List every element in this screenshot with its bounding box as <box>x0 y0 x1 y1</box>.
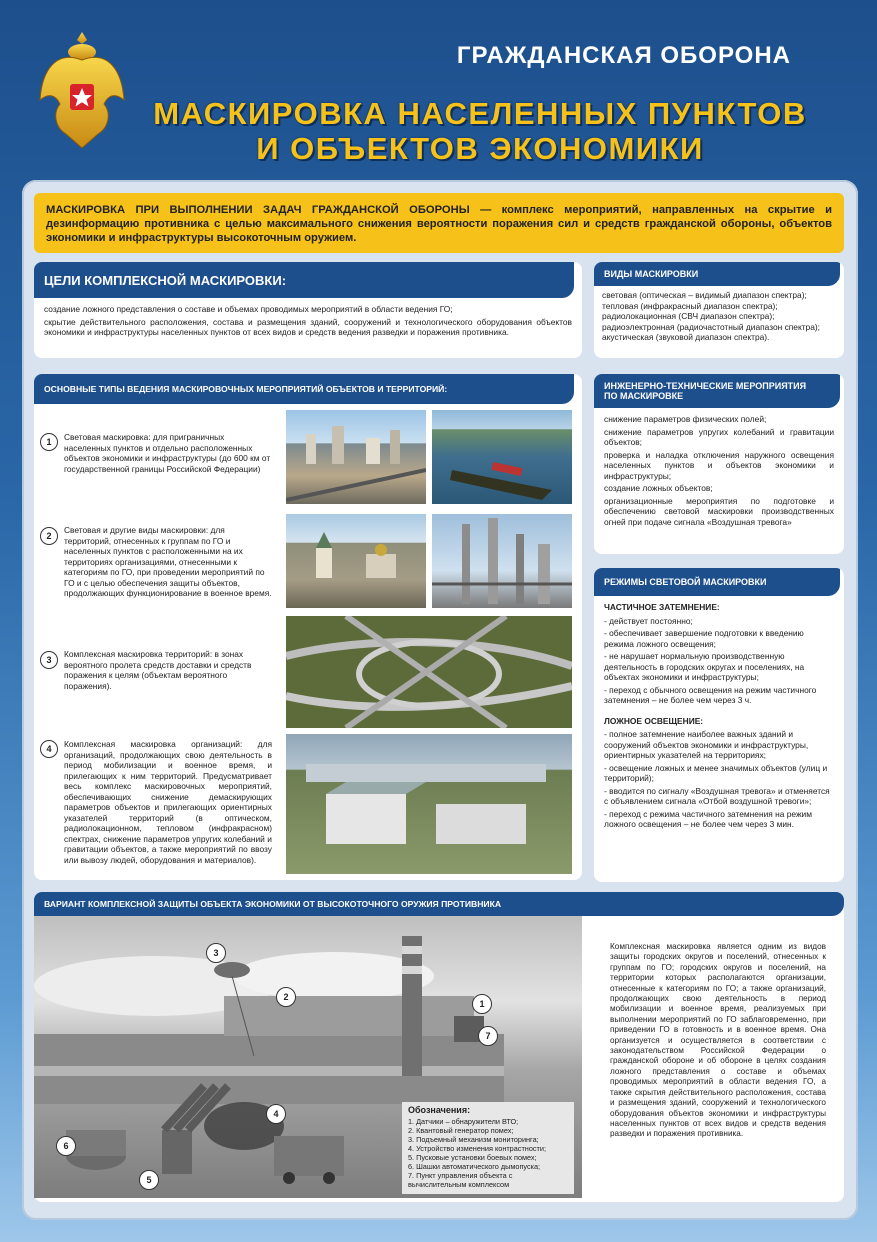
modes-box <box>594 568 844 882</box>
engineering-box <box>594 374 844 554</box>
mode-item: - переход с обычного освещения на режим частичного затемнения – не более чем через 3 ч. <box>604 684 817 705</box>
type-item: тепловая (инфракрасный диапазон спектра); <box>602 300 778 311</box>
marker-6: 6 <box>56 1136 76 1156</box>
port-photo <box>431 409 573 505</box>
engineering-item: снижение параметров физических полей; <box>604 414 767 424</box>
marker-2: 2 <box>276 987 296 1007</box>
mode-item: - действует постоянно; <box>604 615 693 626</box>
basic-item-text: Комплексная маскировка организаций: для организаций, продолжающих свою деятельность в период мобилизации и военное время, и прилегающих к ним территорий. Предусматривает весь комплекс маскировочных мероприятий, обеспечивающих снижение демаскирующих параметров объектов и прилегающих ориентирных указателей территорий (в оптическом, радиолокационном, тепловом (инфракрасном) спектрах, снижение параметров упругих колебаний и гравитации объектов, а также мероприятий по ввозу или вывозу людей, оборудования и материалов). <box>64 739 272 865</box>
goals-title: ЦЕЛИ КОМПЛЕКСНОЙ МАСКИРОВКИ: <box>34 262 574 298</box>
engineering-item: снижение параметров упругих колебаний и гравитации объектов; <box>604 426 834 447</box>
item-number: 1 <box>40 433 58 451</box>
marker-7: 7 <box>478 1026 498 1046</box>
mode-item: - вводится по сигналу «Воздушная тревога» и отменяется с объявлением сигнала «Отбой воздушной тревоги»; <box>604 785 830 806</box>
engineering-item: организационные мероприятия по подготовке и обеспечению световой маскировки производственных огней при подаче сигнала «Воздушная тревога» <box>604 495 834 527</box>
org-title: ГРАЖДАНСКАЯ ОБОРОНА <box>456 42 791 69</box>
legend-item: 2. Квантовый генератор помех; <box>408 1126 514 1135</box>
marker-1: 1 <box>472 994 492 1014</box>
mode-item: - освещение ложных и менее значимых объектов (улиц и территорий); <box>604 762 828 783</box>
engineering-item: создание ложных объектов; <box>604 483 713 493</box>
false-title: ЛОЖНОЕ ОСВЕЩЕНИЕ: <box>604 715 704 726</box>
emblem-logo <box>36 30 128 158</box>
types-box <box>594 262 844 358</box>
type-item: радиолокационная (СВЧ диапазон спектра); <box>602 311 775 321</box>
goal-item: создание ложного представления о составе и объемах проводимых мероприятий в области ведения ГО; <box>44 304 453 314</box>
mode-item: - не нарушает нормальную производственную деятельность в городских округах и поселениях, на объектах экономики и инфраструктуры; <box>604 651 805 682</box>
basic-item-text: Световая маскировка: для приграничных населенных пунктов и отдельно расположенных объектов экономики и инфраструктуры (до 600 км от государственной границы Российской Федерации) <box>64 432 271 474</box>
variant-description: Комплексная маскировка является одним из видов защиты городских округов и поселений, отнесенных к группам по ГО; городских округов и поселений, на территории которых располагаются организации, отнесенные к категориям по ГО; а также организаций, продолжающих свою деятельность в период мобилизации и военное время, реализуемых при выполнении мероприятий по ГО заблаговременно, при приведении ГО в готовность и в военное время. Она организуется и осуществляется в соответствии с законодательством Российской Федерации о гражданской обороне и об обороне в целях создания ложного представления о составе и объемах проводимых мероприятий в области ведения ГО, а также скрытия действительного расположения, состава и размещения зданий, сооружений и технологического оборудования объектов экономики и инфраструктуры населенных пунктов от всех видов и средств ведения разведки и поражения противника. <box>610 942 826 1139</box>
legend-item: 1. Датчики – обнаружители ВТО; <box>408 1117 519 1126</box>
basic-item-text: Комплексная маскировка территорий: в зонах вероятного пролета средств доставки и средств поражения к целям (объектам вероятного поражения). <box>64 649 252 691</box>
interchange-photo <box>285 615 573 729</box>
modes-title: РЕЖИМЫ СВЕТОВОЙ МАСКИРОВКИ <box>594 568 840 596</box>
definition-banner: МАСКИРОВКА ПРИ ВЫПОЛНЕНИИ ЗАДАЧ ГРАЖДАНСКОЙ ОБОРОНЫ — комплекс мероприятий, направленных на скрытие и дезинформацию противника с целью максимального снижения вероятности поражения сил и средств гражданской обороны, объектов экономики и инфраструктуры высокоточным оружием. <box>34 193 844 253</box>
legend-box <box>402 1102 574 1194</box>
item-number: 2 <box>40 527 58 545</box>
type-item: акустическая (звуковой диапазон спектра). <box>602 332 770 342</box>
legend-item: 7. Пункт управления объекта с вычислительным комплексом <box>408 1171 513 1189</box>
mode-item: - обеспечивает завершение подготовки к введению режима ложного освещения; <box>604 628 804 649</box>
basic-item-text: Световая и другие виды маскировки: для территорий, отнесенных к группам по ГО и населенных пунктов с расположенными на их территориях организациями, отнесенными к категориям по ГО, при проведении мероприятий по ГО и с целью обеспечения защиты объектов, продолжающих функционирование в военное время. <box>64 525 272 598</box>
variant-title: ВАРИАНТ КОМПЛЕКСНОЙ ЗАЩИТЫ ОБЪЕКТА ЭКОНОМИКИ ОТ ВЫСОКОТОЧНОГО ОРУЖИЯ ПРОТИВНИКА <box>34 892 844 916</box>
refinery-photo <box>431 513 573 609</box>
item-number: 3 <box>40 651 58 669</box>
city-photo <box>285 409 427 505</box>
factory-photo <box>285 733 573 875</box>
goal-item: скрытие действительного расположения, состава и размещения зданий, сооружений и технологического оборудования объектов экономики и инфраструктуры населенных пунктов от всех видов и средств ведения разведки и поражения противника. <box>44 316 572 337</box>
type-item: световая (оптическая – видимый диапазон спектра); <box>602 290 807 300</box>
engineering-title: ИНЖЕНЕРНО-ТЕХНИЧЕСКИЕ МЕРОПРИЯТИЯ ПО МАСКИРОВКЕ <box>594 374 840 408</box>
marker-5: 5 <box>139 1170 159 1190</box>
mode-item: - полное затемнение наиболее важных зданий и сооружений объектов экономики и инфраструктуры, ориентирных указателей на территориях; <box>604 729 809 760</box>
page-title: МАСКИРОВКА НАСЕЛЕННЫХ ПУНКТОВ И ОБЪЕКТОВ ЭКОНОМИКИ <box>153 96 807 166</box>
legend-item: 3. Подъемный механизм мониторинга; <box>408 1135 539 1144</box>
types-title: ВИДЫ МАСКИРОВКИ <box>594 262 840 286</box>
marker-3: 3 <box>206 943 226 963</box>
partial-title: ЧАСТИЧНОЕ ЗАТЕМНЕНИЕ: <box>604 602 720 612</box>
legend-item: 4. Устройство изменения контрастности; <box>408 1144 546 1153</box>
item-number: 4 <box>40 740 58 758</box>
marker-4: 4 <box>266 1104 286 1124</box>
kremlin-photo <box>285 513 427 609</box>
mode-item: - переход с режима частичного затемнения на режим ложного освещения – не более чем через 3 мин. <box>604 808 812 829</box>
legend-title: Обозначения: <box>408 1105 471 1115</box>
type-item: радиоэлектронная (радиочастотный диапазон спектра); <box>602 321 820 332</box>
legend-item: 5. Пусковые установки боевых помех; <box>408 1153 537 1162</box>
basic-types-title: ОСНОВНЫЕ ТИПЫ ВЕДЕНИЯ МАСКИРОВОЧНЫХ МЕРОПРИЯТИЙ ОБЪЕКТОВ И ТЕРРИТОРИЙ: <box>34 374 574 404</box>
goals-box <box>34 262 582 358</box>
legend-item: 6. Шашки автоматического дымопуска; <box>408 1162 541 1171</box>
engineering-item: проверка и наладка отключения наружного освещения населенных пунктов и объектов экономики и инфраструктуры; <box>604 449 834 481</box>
